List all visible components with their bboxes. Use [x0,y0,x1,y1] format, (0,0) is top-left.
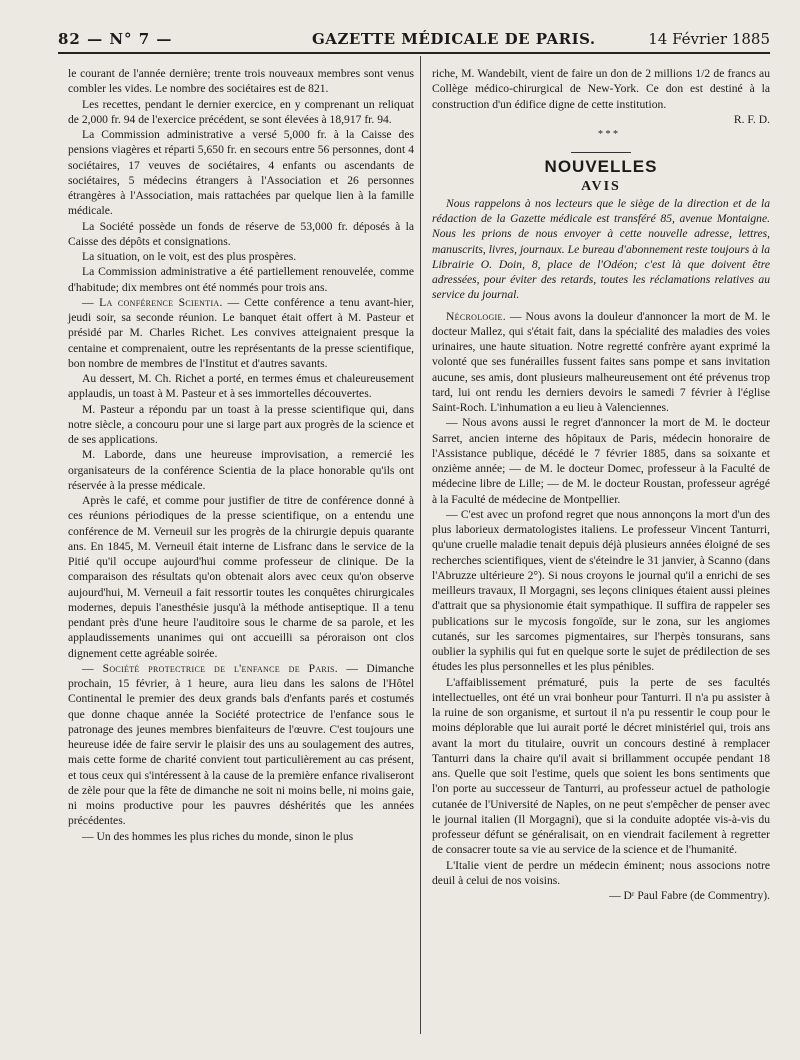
paragraph: Au dessert, M. Ch. Richet a porté, en termes émus et chaleureusement applaudis, un toast à M. Pasteur et à ses immortelles découvertes. [68,372,414,401]
paragraph: L'affaiblissement prématuré, puis la perte de ses facultés intellectuelles, ont été un vrai bonheur pour Tanturri. Il n'a pu assister à la ruine de son organisme, et surtout il n'a pu ressentir le coup pour le moins déplorable que lui aurait porté le décret ministériel qui, trois ans avant la mort du titulaire, ouvrit un concours destiné à remplacer Tanturri dans la chaire qu'il avait si brillamment occupée pendant 18 ans. Quelle que soit l'estime, quels que soient les bons sentiments que l'on porte au successeur de Tanturri, au professeur actuel de pathologie cutanée de l'Université de Naples, on ne peut s'empêcher de penser avec le journal italien (Il Morgagni), que si la conduite adoptée vis-à-vis du professeur défunt se généralisait, on en viendrait facilement à regretter de consacrer toute sa vie au service de la science et de l'humanité. [432,675,770,857]
section-divider [571,152,631,153]
section-label: Nécrologie. [446,309,506,323]
paragraph: — Société protectrice de l'enfance de Paris. — Dimanche prochain, 15 février, à 1 heure, aura lieu dans les salons de l'Hôtel Continental le premier des deux grands bals d'enfants parés et costumés que donne chaque année la Société protectrice de l'enfance sous le patronage des jeunes membres bienfaiteurs de l'œuvre. C'est toujours une heureuse idée de faire servir le plaisir des uns au soulagement des autres, mais cette forme de charité convient tout particulièrement au cas présent, et tous ceux qui s'intéressent à la cause de la première enfance rivaliseront de zèle pour que la fête de dimanche ne soit ni moins belle, ni moins gaie, ni moins productive pour les pauvres déshérités que les années précédentes. [68,661,414,828]
notice-text: Nous rappelons à nos lecteurs que le siège de la direction et de la rédaction de la Gazette médicale est transféré 85, avenue Montaigne. Nous les prions de nous envoyer à cette nouvelle adresse, lettres, manuscrits, livres, journaux. Le bureau d'abonnement reste toujours à la Librairie O. Doin, 8, place de l'Odéon; c'est là que doivent être adressées, pour éviter des retards, toutes les réclamations relatives au service du journal. [432,196,770,302]
signature: — Dʳ Paul Fabre (de Commentry). [609,889,770,902]
paragraph: La Société possède un fonds de réserve de 53,000 fr. déposés à la Caisse des dépôts et consignations. [68,219,414,248]
section-title: NOUVELLES [544,157,658,177]
paragraph: — La conférence Scientia. — Cette conférence a tenu avant-hier, jeudi soir, sa seconde réunion. Le banquet était offert à M. Pasteur et présidé par M. Charles Richet. Les convives atteignaient presque la centaine et comprenaient, outre les représentants de la presse scientifique, bon nombre de membres de l'Institut et d'autres savants. [68,295,415,370]
issue-date: 14 Février 1885 [648,30,770,48]
paragraph: — C'est avec un profond regret que nous annonçons la mort d'un des plus laborieux dermatologistes italiens. Le professeur Vincent Tanturri, qu'une cruelle maladie tenait depuis déjà plusieurs années éloigné de ses recherches scientifiques, vient de s'éteindre le 31 janvier, à Scanno (dans l'Abruzze ultérieure 2°). Si nous croyons le journal qu'il a enrichi de ses meilleurs travaux, Il Morgagni, ses leçons cliniques étaient aussi pleines d'attrait que sa physionomie était sympathique. Il suffira de rappeler ses publications sur le mycosis fongoïde, sur le zona, sur les angiomes cutanés, sur les sarcomes pigmentaires, sur l'herpès tonsurans, sans oublier la syphilis qui fut en quelque sorte le sujet de prédilection de ses études les plus personnelles et les plus pénibles. [432,507,770,674]
right-column [432,66,770,903]
section-label: — Société protectrice de l'enfance de Paris. [82,661,338,675]
paragraph: L'Italie vient de perdre un médecin éminent; nous associons notre deuil à celui de nos voisins. [432,858,770,887]
paragraph: La Commission administrative a été partiellement renouvelée, comme d'habitude; dix membres ont été nommés pour trois ans. [68,265,414,294]
section-label: — La conférence Scientia. [82,295,223,309]
paragraph: La situation, on le voit, est des plus prospères. [82,250,297,263]
paragraph: Après le café, et comme pour justifier de titre de conférence donné à ces réunions périodiques de la presse scientifique, on a entendu une conférence de M. Verneuil sur les progrès de la chirurgie depuis quarante ans. En 1845, M. Verneuil était interne de Lisfranc dans le service de la Pitié qu'il occupe aujourd'hui comme professeur de clinique. De la comparaison des résultats qu'on obtenait alors avec ceux qu'on observe aujourd'hui, M. Verneuil a fait ressortir toutes les conquêtes chirurgicales modernes, depuis l'anesthésie jusqu'à la méthode antiseptique. Il a tenu pendant près d'une heure l'auditoire sous le charme de sa parole, et les applaudissements unanimes qui ont accueilli sa péroraison ont clos dignement cette agréable soirée. [68,494,414,660]
header-rule [58,52,770,54]
paragraph: le courant de l'année dernière; trente trois nouveaux membres sont venus combler les vides. Le nombre des sociétaires est de 821. [68,67,414,96]
paragraph: La Commission administrative a versé 5,000 fr. à la Caisse des pensions viagères et réparti 5,650 fr. en secours entre 56 personnes, dont 4 sociétaires, 17 veuves de sociétaires, 4 enfants ou ascendants de sociétaires, 5 médecins étrangers à l'Association et 26 personnes étrangères à l'Association, mais rattachées par quelque lien à la famille médicale. [68,128,414,218]
journal-title: GAZETTE MÉDICALE DE PARIS. [312,30,596,48]
paragraph: — Un des hommes les plus riches du monde, sinon le plus [82,829,354,843]
paragraph: — Nous avons aussi le regret d'annoncer la mort de M. le docteur Sarret, ancien interne des hôpitaux de Paris, médecin honoraire de l'Assistance publique, décédé le 7 février 1885, dans sa soixante et onzième année; — de M. le docteur Domec, professeur à la Faculté de médecine libre de Lille; — de M. le docteur Roustan, professeur agrégé à la Faculté de médecine de Montpellier. [432,416,770,506]
column-divider [420,56,421,1034]
notice-title: AVIS [581,178,621,194]
paragraph: M. Pasteur a répondu par un toast à la presse scientifique qui, dans notre siècle, a concouru pour une si large part aux progrès de la science et de ses applications. [68,402,414,446]
paragraph: Les recettes, pendant le dernier exercice, en y comprenant un reliquat de 2,000 fr. 94 de l'exercice précédent, se sont élevées à 18,917 fr. 94. [68,97,414,126]
left-column [68,66,414,844]
paragraph: riche, M. Wandebilt, vient de faire un don de 2 millions 1/2 de francs au Collège médico-chirurgical de New-York. Ce don est destiné à la construction d'un édifice digne de cette institution. [432,67,770,111]
signature: R. F. D. [733,112,770,126]
page-header [58,30,770,50]
asterism: * * * [598,129,618,140]
paragraph: M. Laborde, dans une heureuse improvisation, a remercié les organisateurs de la conférence Scientia de la place honorable qu'ils ont réservée à la presse médicale. [68,448,414,492]
paragraph: Nécrologie. — Nous avons la douleur d'annoncer la mort de M. le docteur Mallez, qui s'était fait, dans la spécialité des maladies des voies urinaires, une haute situation. Notre regretté confrère ayant exprimé la volonté que ses funérailles fussent faites sans pompe et sans invitation aucune, ses amis, dont plusieurs malheureusement ont été prévenus trop tard, lui ont rendu les derniers devoirs le samedi 7 février à l'église Saint-Roch. L'inhumation a eu lieu à Valenciennes. [432,309,770,414]
page-number: 82 — N° 7 — [58,30,173,48]
